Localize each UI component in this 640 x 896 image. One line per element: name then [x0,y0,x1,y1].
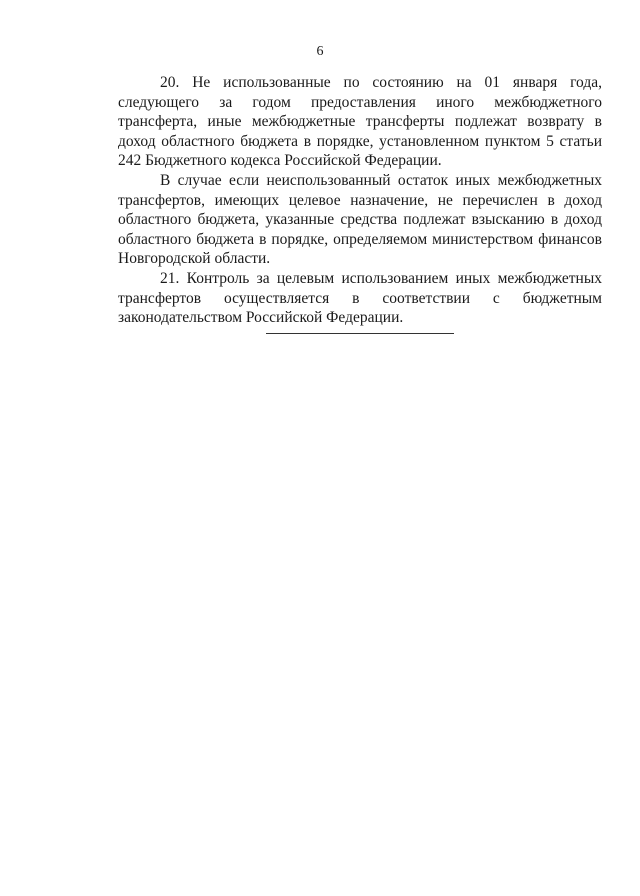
paragraph-21: 21. Контроль за целевым использованием иных межбюджетных трансфертов осуществляется в соответствии с бюджетным законодательством Российской Федерации. [118,269,602,327]
paragraph-refund: В случае если неиспользованный остаток иных межбюджетных трансфертов, имеющих целевое назначение, не перечислен в доход областного бюджета, указанные средства подлежат взысканию в доход областного бюджета в порядке, определяемом министерством финансов Новгородской области. [118,171,602,268]
end-of-document-rule [266,333,454,334]
document-body [118,73,602,328]
page-number: 6 [316,44,324,59]
paragraph-20: 20. Не использованные по состоянию на 01 января года, следующего за годом предоставления иного межбюджетного трансферта, иные межбюджетные трансферты подлежат возврату в доход областного бюджета в порядке, установленном пунктом 5 статьи 242 Бюджетного кодекса Российской Федерации. [118,74,602,170]
